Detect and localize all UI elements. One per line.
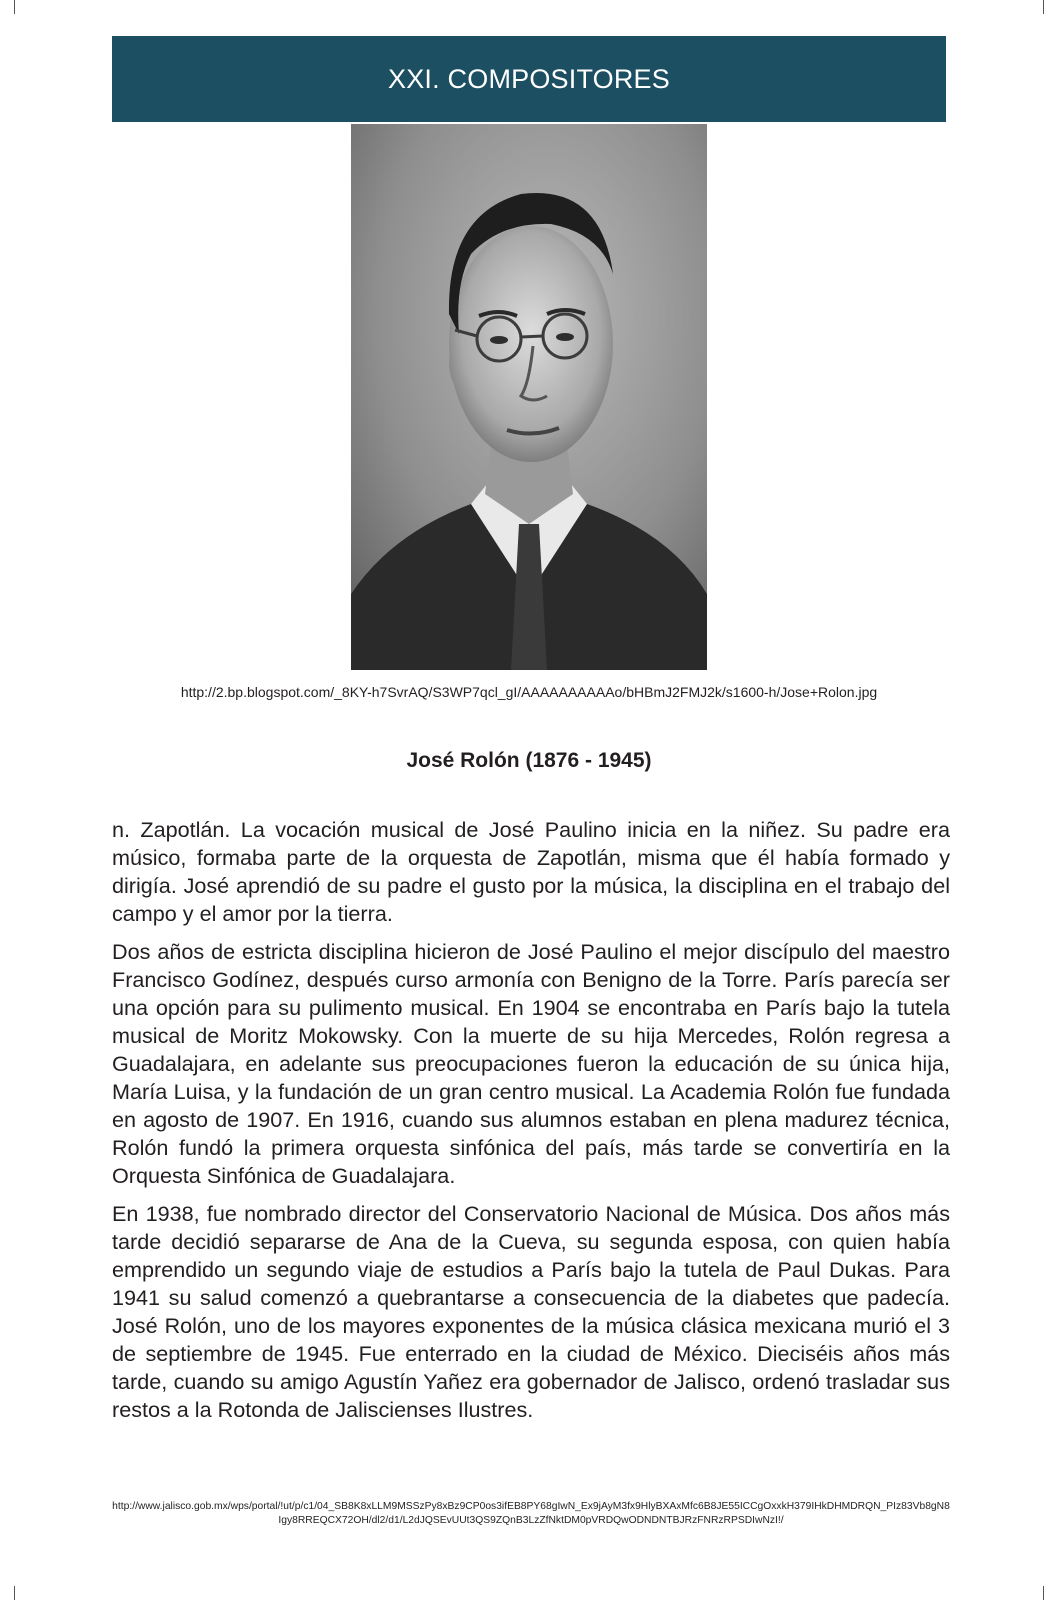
crop-mark-top-left [0,0,15,14]
biography-paragraph: Dos años de estricta disciplina hicieron de José Paulino el mejor discípulo del maestro Francisco Godínez, después curso armonía con Benigno de la Torre. París parecía ser una opción para su pulimento musical. En 1904 se encontraba en París bajo la tutela musical de Moritz Mokowsky. Con la muerte de su hija Mercedes, Rolón regresa a Guadalajara, en adelante sus preocupaciones fueron la educación de su única hija, María Luisa, y la fundación de un gran centro musical. La Academia Rolón fue fundada en agosto de 1907. En 1916, cuando sus alumnos estaban en plena madurez técnica, Rolón fundó la primera orquesta sinfónica del país, más tarde se convertiría en la Orquesta Sinfónica de Guadalajara. [112,939,950,1188]
biography-paragraph: En 1938, fue nombrado director del Conservatorio Nacional de Música. Dos años más tarde decidió separarse de Ana de la Cueva, su segunda esposa, con quien había emprendido un segundo viaje de estudios a París bajo la tutela de Paul Dukas. Para 1941 su salud comenzó a quebrantarse a consecuencia de la diabetes que padecía. José Rolón, uno de los mayores exponentes de la música clásica mexicana murió el 3 de septiembre de 1945. Fue enterrado en la ciudad de México. Dieciséis años más tarde, cuando su amigo Agustín Yañez era gobernador de Jalisco, ordenó trasladar sus restos a la Rotonda de Jaliscienses Ilustres. [112,1201,950,1422]
crop-mark-bottom-left [0,1586,15,1600]
crop-mark-top-right [1043,0,1058,14]
image-source-url: http://2.bp.blogspot.com/_8KY-h7SvrAQ/S3WP7qcl_gI/AAAAAAAAAAo/bHBmJ2FMJ2k/s1600-h/Jose+Rolon.jpg [180,684,878,700]
section-banner [112,36,946,122]
biography-text [112,816,950,1434]
section-title: XXI. COMPOSITORES [388,63,670,94]
crop-mark-bottom-right [1043,1586,1058,1600]
biography-paragraph: n. Zapotlán. La vocación musical de José Paulino inicia en la niñez. Su padre era músico, formaba parte de la orquesta de Zapotlán, misma que él había formado y dirigía. José aprendió de su padre el gusto por la música, la disciplina en el trabajo del campo y el amor por la tierra. [112,817,950,926]
portrait-photo-icon [351,124,707,670]
composer-heading: José Rolón (1876 - 1945) [406,749,652,772]
reference-source-url: http://www.jalisco.gob.mx/wps/portal/!ut/p/c1/04_SB8K8xLLM9MSSzPy8xBz9CP0os3ifEB8PY68gIwN_Ex9jAyM3fx9HlyBXAxMfc6B8JE55ICCgOxxkH379IHkDHMDRQN_PIz83Vb8gN8Igy8RREQCX72OH/dl2/d1/L2dJQSEvUUt3QS9ZQnB3LzZfNktDM0pVRDQwODNDNTBJRzFNRzRPSDIwNzI!/ [112,1501,950,1526]
portrait-photo [351,124,707,670]
